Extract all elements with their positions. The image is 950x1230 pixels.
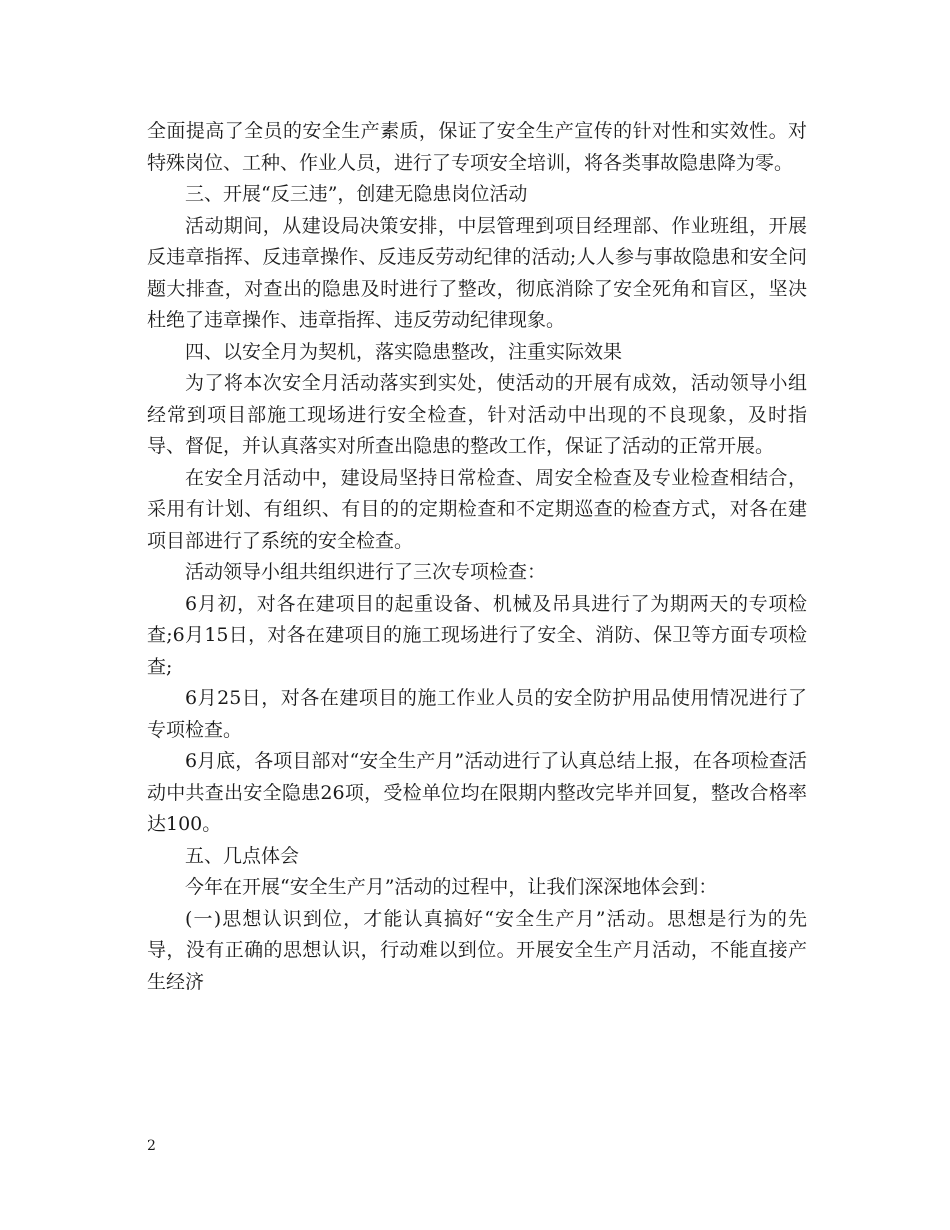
paragraph-7: 6月25日，对各在建项目的施工作业人员的安全防护用品使用情况进行了专项检查。 — [147, 687, 807, 741]
paragraph-10: (一)思想认识到位，才能认真搞好“安全生产月”活动。思想是行为的先导，没有正确的思想认识，行动难以到位。开展安全生产月活动，不能直接产生经济 — [147, 907, 807, 993]
section-heading-5: 五、几点体会 — [185, 844, 300, 867]
page-number: 2 — [147, 1138, 156, 1154]
paragraph-6: 6月初，对各在建项目的起重设备、机械及吊具进行了为期两天的专项检查;6月15日，对各在建项目的施工现场进行了安全、消防、保卫等方面专项检查; — [147, 592, 807, 678]
paragraph-3: 为了将本次安全月活动落实到实处，使活动的开展有成效，活动领导小组经常到项目部施工现场进行安全检查，针对活动中出现的不良现象，及时指导、督促，并认真落实对所查出隐患的整改工作，保证了活动的正常开展。 — [147, 372, 807, 457]
section-heading-3: 三、开展“反三违”，创建无隐患岗位活动 — [185, 183, 528, 205]
section-heading-4: 四、以安全月为契机，落实隐患整改，注重实际效果 — [185, 340, 623, 363]
paragraph-9: 今年在开展“安全生产月”活动的过程中，让我们深深地体会到： — [185, 876, 718, 898]
document-body — [147, 116, 807, 998]
paragraph-8: 6月底，各项目部对“安全生产月”活动进行了认真总结上报，在各项检查活动中共查出安全隐患26项，受检单位均在限期内整改完毕并回复，整改合格率达100。 — [147, 750, 807, 835]
paragraph-5: 活动领导小组共组织进行了三次专项检查： — [185, 561, 547, 583]
paragraph-1: 全面提高了全员的安全生产素质，保证了安全生产宣传的针对性和实效性。对特殊岗位、工种、作业人员，进行了专项安全培训，将各类事故隐患降为零。 — [147, 120, 807, 174]
paragraph-4: 在安全月活动中，建设局坚持日常检查、周安全检查及专业检查相结合，采用有计划、有组织、有目的的定期检查和不定期巡查的检查方式，对各在建项目部进行了系统的安全检查。 — [147, 466, 807, 552]
paragraph-2: 活动期间，从建设局决策安排，中层管理到项目经理部、作业班组，开展反违章指挥、反违章操作、反违反劳动纪律的活动;人人参与事故隐患和安全问题大排查，对查出的隐患及时进行了整改，彻底消除了安全死角和盲区，坚决杜绝了违章操作、违章指挥、违反劳动纪律现象。 — [147, 214, 807, 331]
